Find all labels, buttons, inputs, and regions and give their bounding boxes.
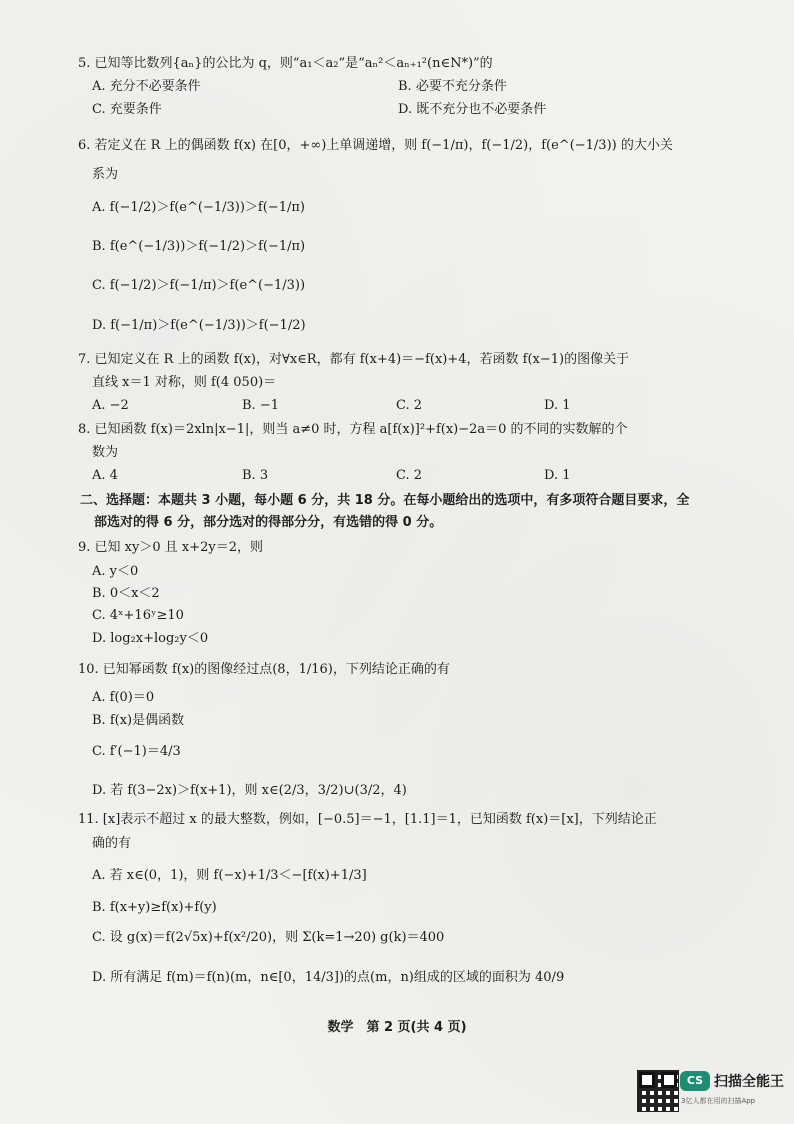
q10-stem: 10. 已知幂函数 f(x)的图像经过点(8，1/16)，下列结论正确的有 [78,662,450,677]
q8-option-d: D. 1 [544,468,571,483]
camscanner-logo-icon: CS [680,1071,710,1091]
qr-code-icon [637,1070,679,1112]
q8-stem: 8. 已知函数 f(x)＝2xln|x−1|，则当 a≠0 时，方程 a[f(x)]²+f(x)−2a＝0 的不同的实数解的个 [78,422,628,437]
q7-stem-cont: 直线 x＝1 对称，则 f(4 050)＝ [92,375,277,390]
q7-option-b: B. −1 [242,398,279,413]
q11-stem-cont: 确的有 [92,836,132,851]
q6-option-c: C. f(−1/2)＞f(−1/π)＞f(e^(−1/3)) [92,278,306,293]
q8-stem-cont: 数为 [92,445,119,460]
q5-option-d: D. 既不充分也不必要条件 [398,102,547,117]
q7-stem: 7. 已知定义在 R 上的函数 f(x)，对∀x∈R，都有 f(x+4)＝−f(x)+4，若函数 f(x−1)的图像关于 [78,352,630,367]
q9-stem: 9. 已知 xy＞0 且 x+2y＝2，则 [78,540,263,555]
q11-option-b: B. f(x+y)≥f(x)+f(y) [92,900,217,915]
q9-option-d: D. log₂x+log₂y＜0 [92,631,209,646]
camscanner-name: 扫描全能王 [714,1074,784,1090]
q6-stem-cont: 系为 [92,167,119,182]
q6-stem: 6. 若定义在 R 上的偶函数 f(x) 在[0，+∞)上单调递增，则 f(−1/π)，f(−1/2)，f(e^(−1/3)) 的大小关 [78,138,673,153]
camscanner-tagline: 3亿人都在用的扫描App [681,1097,756,1105]
q9-option-b: B. 0＜x＜2 [92,586,160,601]
q9-option-a: A. y＜0 [92,564,139,579]
q5-option-a: A. 充分不必要条件 [92,79,201,94]
q10-option-a: A. f(0)＝0 [92,690,155,705]
q8-option-a: A. 4 [92,468,118,483]
q5-option-b: B. 必要不充分条件 [398,79,507,94]
q7-option-a: A. −2 [92,398,129,413]
q7-option-c: C. 2 [396,398,423,413]
q6-option-b: B. f(e^(−1/3))＞f(−1/2)＞f(−1/π) [92,239,306,254]
q5-option-c: C. 充要条件 [92,102,162,117]
q6-option-d: D. f(−1/π)＞f(e^(−1/3))＞f(−1/2) [92,318,306,333]
q11-option-d: D. 所有满足 f(m)＝f(n)(m，n∈[0，14/3])的点(m，n)组成的区域的面积为 40/9 [92,970,565,985]
q5-stem: 5. 已知等比数列{aₙ}的公比为 q，则“a₁＜a₂”是“aₙ²＜aₙ₊₁²(n∈N*)”的 [78,56,493,71]
q8-option-b: B. 3 [242,468,269,483]
q9-option-c: C. 4ˣ+16ʸ≥10 [92,608,184,623]
section-2-heading-cont: 部选对的得 6 分，部分选对的得部分分，有选错的得 0 分。 [94,515,443,530]
section-2-heading: 二、选择题：本题共 3 小题，每小题 6 分，共 18 分。在每小题给出的选项中，有多项符合题目要求，全 [80,493,690,508]
q6-option-a: A. f(−1/2)＞f(e^(−1/3))＞f(−1/π) [92,200,305,215]
q11-option-a: A. 若 x∈(0，1)，则 f(−x)+1/3＜−[f(x)+1/3] [92,868,367,883]
q10-option-b: B. f(x)是偶函数 [92,713,185,728]
page-footer: 数学 第 2 页(共 4 页) [327,1020,467,1035]
q11-option-c: C. 设 g(x)＝f(2√5x)+f(x²/20)，则 Σ(k=1→20) g(k)＝400 [92,930,445,945]
q7-option-d: D. 1 [544,398,571,413]
q8-option-c: C. 2 [396,468,423,483]
q11-stem: 11. [x]表示不超过 x 的最大整数，例如，[−0.5]＝−1，[1.1]＝1，已知函数 f(x)＝[x]，下列结论正 [78,812,657,827]
q10-option-d: D. 若 f(3−2x)＞f(x+1)，则 x∈(2/3，3/2)∪(3/2，4) [92,783,407,798]
q10-option-c: C. f′(−1)＝4/3 [92,744,181,759]
